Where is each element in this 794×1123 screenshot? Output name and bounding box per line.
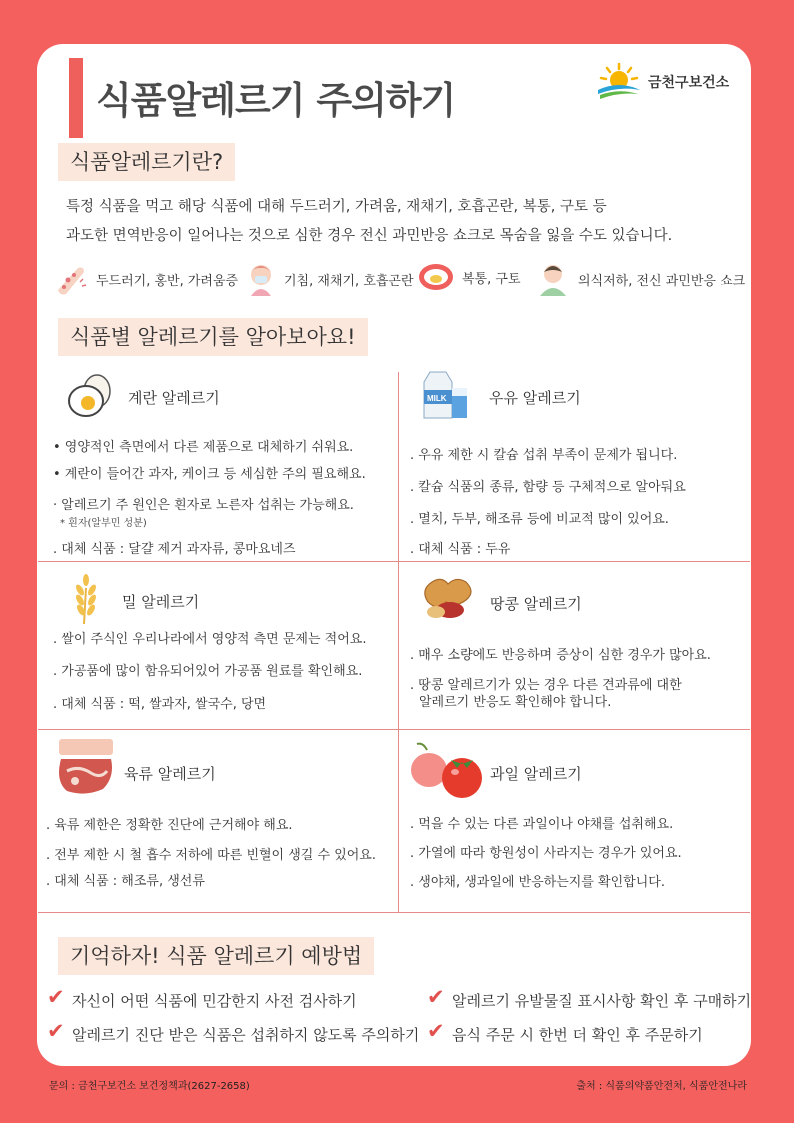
- prevention-item: 알레르기 진단 받은 식품은 섭취하지 않도록 주의하기: [72, 1026, 420, 1044]
- peanut-bullet: 알레르기 반응도 확인해야 합니다.: [419, 695, 612, 710]
- check-icon: ✔: [427, 985, 445, 1009]
- milk-bullet: . 칼슘 식품의 종류, 함량 등 구체적으로 알아둬요: [410, 480, 686, 495]
- check-icon: ✔: [47, 1019, 65, 1043]
- prevention-item: 음식 주문 시 한번 더 확인 후 주문하기: [452, 1026, 703, 1044]
- egg-bullet: · 알레르기 주 원인은 흰자로 노른자 섭취는 가능해요.: [53, 498, 354, 513]
- egg-allergy-title: 계란 알레르기: [128, 389, 220, 407]
- prevention-item: 알레르기 유발물질 표시사항 확인 후 구매하기: [452, 992, 752, 1010]
- meat-bullet: . 육류 제한은 정확한 진단에 근거해야 해요.: [46, 818, 293, 833]
- intro-heading: 식품알레르기란?: [58, 143, 235, 181]
- wheat-bullet: . 대체 식품 : 떡, 쌀과자, 쌀국수, 당면: [53, 697, 267, 712]
- wheat-bullet: . 가공품에 많이 함유되어있어 가공품 원료를 확인해요.: [53, 664, 363, 679]
- sneeze-icon: [246, 262, 276, 296]
- fruit-icon: [407, 736, 487, 802]
- milk-bullet: . 대체 식품 : 두유: [410, 542, 511, 557]
- foods-heading: 식품별 알레르기를 알아보아요!: [58, 318, 368, 356]
- symptom-row: [54, 262, 754, 296]
- fruit-bullet: . 생야채, 생과일에 반응하는지를 확인합니다.: [410, 875, 665, 890]
- grid-vertical-divider: [398, 372, 399, 912]
- check-icon: ✔: [427, 1019, 445, 1043]
- grid-divider: [38, 561, 750, 562]
- symptom-label: 복통, 구토: [462, 271, 521, 287]
- meat-bullet: . 대체 식품 : 해조류, 생선류: [46, 874, 205, 889]
- grid-divider: [38, 912, 750, 913]
- fruit-bullet: . 가열에 따라 항원성이 사라지는 경우가 있어요.: [410, 846, 682, 861]
- milk-allergy-title: 우유 알레르기: [489, 389, 581, 407]
- egg-bullet: • 계란이 들어간 과자, 케이크 등 세심한 주의 필요해요.: [53, 467, 366, 482]
- intro-line-1: 특정 식품을 먹고 해당 식품에 대해 두드러기, 가려움, 재채기, 호흡곤란, 복통, 구토 등: [66, 199, 607, 215]
- milk-bullet: . 우유 제한 시 칼슘 섭취 부족이 문제가 됩니다.: [410, 448, 678, 463]
- wheat-bullet: . 쌀이 주식인 우리나라에서 영양적 측면 문제는 적어요.: [53, 632, 367, 647]
- rash-icon: [54, 262, 88, 296]
- fainting-icon: [536, 262, 570, 296]
- prevention-item: 자신이 어떤 식품에 민감한지 사전 검사하기: [72, 992, 357, 1010]
- milk-bullet: . 멸치, 두부, 해조류 등에 비교적 많이 있어요.: [410, 512, 669, 527]
- peanut-bullet: . 매우 소량에도 반응하며 증상이 심한 경우가 많아요.: [410, 648, 711, 663]
- wheat-icon: [70, 574, 102, 624]
- fruit-bullet: . 먹을 수 있는 다른 과일이나 야채를 섭취해요.: [410, 817, 674, 832]
- symptom-stomach: [418, 262, 521, 292]
- peanut-icon: [420, 572, 476, 620]
- peanut-allergy-title: 땅콩 알레르기: [490, 595, 582, 613]
- peanut-bullet: . 땅콩 알레르기가 있는 경우 다른 견과류에 대한: [410, 678, 682, 693]
- meat-bullet: . 전부 제한 시 철 흡수 저하에 따른 빈혈이 생길 수 있어요.: [46, 848, 376, 863]
- egg-note: * 흰자(알부민 성분): [60, 518, 147, 529]
- meat-icon: [55, 737, 117, 797]
- egg-bullet: • 영양적인 측면에서 다른 제품으로 대체하기 쉬워요.: [53, 440, 354, 455]
- symptom-label: 의식저하, 전신 과민반응 쇼크: [578, 273, 746, 289]
- symptom-label: 기침, 재채기, 호흡곤란: [284, 273, 414, 289]
- sun-logo-icon: [598, 64, 640, 99]
- symptom-shock: [536, 262, 745, 296]
- egg-bullet: . 대체 식품 : 달걀 제거 과자류, 콩마요네즈: [53, 542, 296, 557]
- symptom-rash: [54, 262, 238, 296]
- mouth-icon: [418, 262, 454, 292]
- title-accent-bar: [69, 58, 83, 138]
- logo-text: 금천구보건소: [648, 75, 730, 91]
- grid-divider: [38, 729, 750, 730]
- check-icon: ✔: [47, 985, 65, 1009]
- intro-line-2: 과도한 면역반응이 일어나는 것으로 심한 경우 전신 과민반응 쇼크로 목숨을 잃을 수도 있습니다.: [66, 228, 673, 244]
- egg-icon: [66, 373, 116, 419]
- wheat-allergy-title: 밀 알레르기: [122, 593, 200, 611]
- prevention-heading: 기억하자! 식품 알레르기 예방법: [58, 937, 374, 975]
- svg-text:MILK: MILK: [427, 394, 447, 403]
- page-title: 식품알레르기 주의하기: [96, 79, 456, 122]
- fruit-allergy-title: 과일 알레르기: [490, 765, 582, 783]
- milk-carton-icon: [420, 370, 470, 420]
- symptom-label: 두드러기, 홍반, 가려움증: [96, 273, 239, 289]
- meat-allergy-title: 육류 알레르기: [124, 765, 216, 783]
- source-info: 출처 : 식품의약품안전처, 식품안전나라: [576, 1081, 747, 1092]
- symptom-sneeze: [246, 262, 414, 296]
- contact-info: 문의 : 금천구보건소 보건정책과(2627-2658): [49, 1081, 250, 1092]
